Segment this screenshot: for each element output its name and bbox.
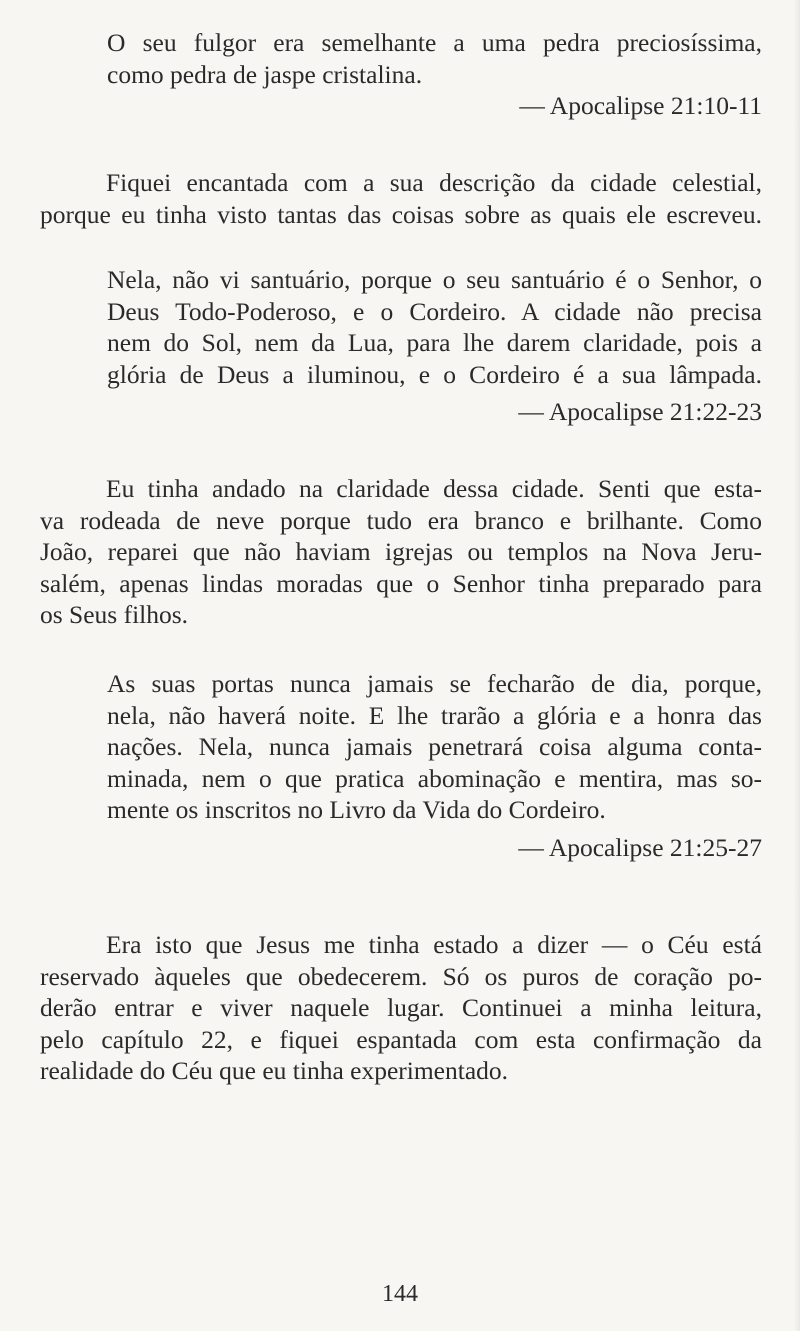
quote-apocalipse-21-22-23 bbox=[107, 264, 762, 390]
quote-line: Deus Todo-Poderoso, e o Cordeiro. A cidade não precisa bbox=[107, 296, 762, 326]
quote-line: nem do Sol, nem da Lua, para lhe darem claridade, pois a bbox=[107, 328, 762, 357]
quote-line: nela, não haverá noite. E lhe trarão a glória e a honra das bbox=[107, 700, 762, 730]
paragraph-line: derão entrar e viver naquele lugar. Continuei a minha leitura, bbox=[40, 993, 762, 1022]
paragraph-line: reservado àqueles que obedecerem. Só os puros de coração po- bbox=[40, 961, 762, 991]
citation: — Apocalipse 21:10-11 bbox=[519, 91, 762, 120]
quote-line: O seu fulgor era semelhante a uma pedra preciosíssima, bbox=[107, 28, 762, 57]
paragraph-line: os Seus filhos. bbox=[40, 600, 189, 629]
paragraph-line: porque eu tinha visto tantas das coisas sobre as quais ele escreveu. bbox=[40, 199, 762, 229]
quote-line: As suas portas nunca jamais se fecharão de dia, porque, bbox=[107, 669, 762, 698]
quote-apocalipse-21-25-27 bbox=[107, 668, 762, 826]
body-paragraph bbox=[40, 473, 762, 631]
page-edge-shadow bbox=[794, 0, 800, 1331]
citation: — Apocalipse 21:25-27 bbox=[518, 833, 762, 862]
quote-line: minada, nem o que pratica abominação e mentira, mas so- bbox=[107, 763, 762, 793]
citation: — Apocalipse 21:22-23 bbox=[518, 397, 762, 426]
page-number: 144 bbox=[382, 1281, 418, 1307]
quote-line: nações. Nela, nunca jamais penetrará coisa alguma conta- bbox=[107, 732, 762, 761]
paragraph-line: João, reparei que não haviam igrejas ou templos na Nova Jeru- bbox=[40, 537, 762, 566]
quote-line: glória de Deus a iluminou, e o Cordeiro é a sua lâmpada. bbox=[107, 359, 762, 389]
paragraph-line: Era isto que Jesus me tinha estado a dizer — o Céu está bbox=[106, 930, 762, 959]
body-paragraph bbox=[40, 167, 762, 230]
paragraph-line: realidade do Céu que eu tinha experimentado. bbox=[40, 1056, 509, 1085]
quote-line: mente os inscritos no Livro da Vida do Cordeiro. bbox=[107, 795, 606, 824]
paragraph-line: salém, apenas lindas moradas que o Senhor tinha preparado para bbox=[40, 568, 762, 598]
quote-apocalipse-21-10-11 bbox=[107, 27, 762, 90]
paragraph-line: va rodeada de neve porque tudo era branco e brilhante. Como bbox=[40, 505, 762, 535]
paragraph-line: Fiquei encantada com a sua descrição da cidade celestial, bbox=[106, 168, 762, 197]
quote-line: como pedra de jaspe cristalina. bbox=[107, 59, 423, 89]
quote-line: Nela, não vi santuário, porque o seu santuário é o Senhor, o bbox=[107, 265, 762, 294]
body-paragraph bbox=[40, 929, 762, 1087]
paragraph-line: Eu tinha andado na claridade dessa cidade. Senti que esta- bbox=[106, 474, 762, 503]
paragraph-line: pelo capítulo 22, e fiquei espantada com esta confirmação da bbox=[40, 1024, 762, 1054]
